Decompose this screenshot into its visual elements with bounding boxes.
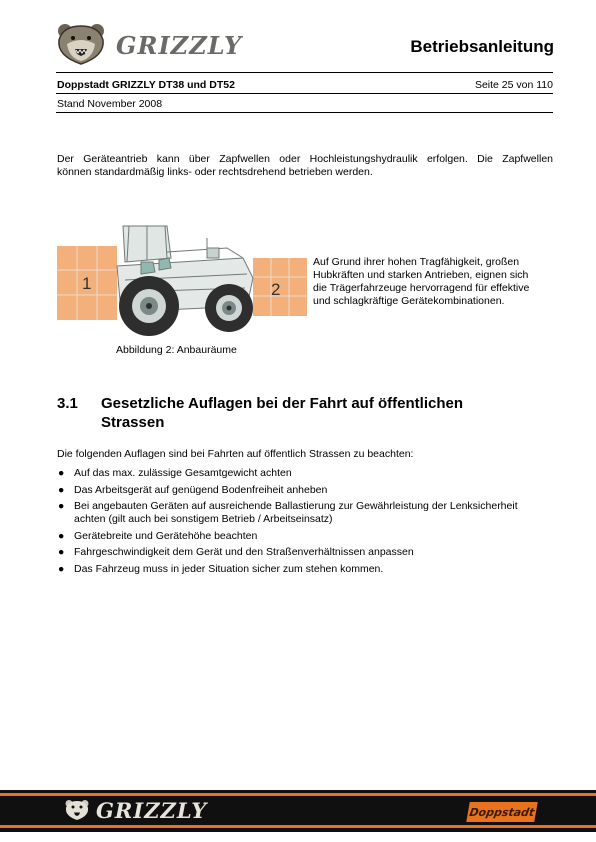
model-label: Doppstadt GRIZZLY DT38 und DT52 [57,79,235,91]
zone-1-label: 1 [82,274,92,293]
footer-stripe-bottom [0,825,596,828]
bullet-icon: ● [58,546,65,558]
bullet-icon: ● [58,483,65,496]
list-item [57,563,547,576]
tractor-illustration [57,222,307,340]
bullet-icon: ● [58,467,65,479]
doppstadt-logo [466,802,538,822]
bullet-icon: ● [58,529,65,542]
intro-line-2: können standardmäßig links- oder rechtsdrehend betrieben werden. [57,166,373,178]
figure-caption: Abbildung 2: Anbauräume [116,344,237,356]
bullet-icon: ● [58,500,65,512]
header-rule-middle [56,93,553,94]
section-title-line-1: Gesetzliche Auflagen bei der Fahrt auf öffentlichen [101,395,463,412]
figure-anbauraeume [57,222,307,340]
list-item-text: Fahrgeschwindigkeit dem Gerät und den Straßenverhältnissen anpassen [74,546,414,558]
header-rule-top [56,72,553,73]
section-number: 3.1 [57,395,78,412]
header-rule-bottom [56,112,553,113]
section-title [101,394,553,432]
section-intro: Die folgenden Auflagen sind bei Fahrten auf öffentlich Strassen zu beachten: [57,448,414,460]
list-item [57,484,547,497]
revision-date: Stand November 2008 [57,98,163,110]
intro-paragraph [57,153,553,179]
requirements-list [57,467,547,579]
footer-bear-icon [64,798,90,822]
list-item-text: Bei angebauten Geräten auf ausreichende Ballastierung zur Gewährleistung der Lenksicherheit achten (gilt auch bei sonstigem Betrieb / Arbeitseinsatz) [74,500,518,525]
bullet-icon: ● [58,562,65,575]
side-text-line-3: die Trägerfahrzeuge hervorragend für effektive [313,282,530,294]
footer-stripe-top [0,793,596,796]
rear-wheel [119,276,179,336]
list-item-text: Das Arbeitsgerät auf genügend Bodenfreiheit anheben [74,483,328,496]
list-item-text: Gerätebreite und Gerätehöhe beachten [74,529,258,542]
list-item [57,530,547,543]
list-item-text: Das Fahrzeug muss in jeder Situation sicher zum stehen kommen. [74,562,384,575]
page-number: Seite 25 von 110 [474,79,553,91]
document-title: Betriebsanleitung [410,37,554,56]
list-item [57,546,547,559]
list-item [57,500,547,526]
list-item [57,467,547,480]
side-text-line-1: Auf Grund ihrer hohen Tragfähigkeit, großen [313,256,520,268]
footer-brand-wordmark: GRIZZLY [96,798,208,823]
side-text-line-4: und schlagkräftige Gerätekombinationen. [313,295,505,307]
zone-2-label: 2 [271,280,281,299]
figure-side-text [313,256,553,308]
brand-wordmark: GRIZZLY [116,31,243,60]
grizzly-bear-logo [55,22,107,66]
list-item-text: Auf das max. zulässige Gesamtgewicht achten [74,467,292,479]
front-wheel [205,284,253,332]
side-text-line-2: Hubkräften und starken Antrieben, eignen sich [313,269,529,281]
doppstadt-logo-text: Doppstadt [468,805,536,819]
intro-line-1: Der Geräteantrieb kann über Zapfwellen oder Hochleistungshydraulik erfolgen. Die Zapfwellen [57,153,553,165]
section-title-line-2: Strassen [101,414,165,431]
